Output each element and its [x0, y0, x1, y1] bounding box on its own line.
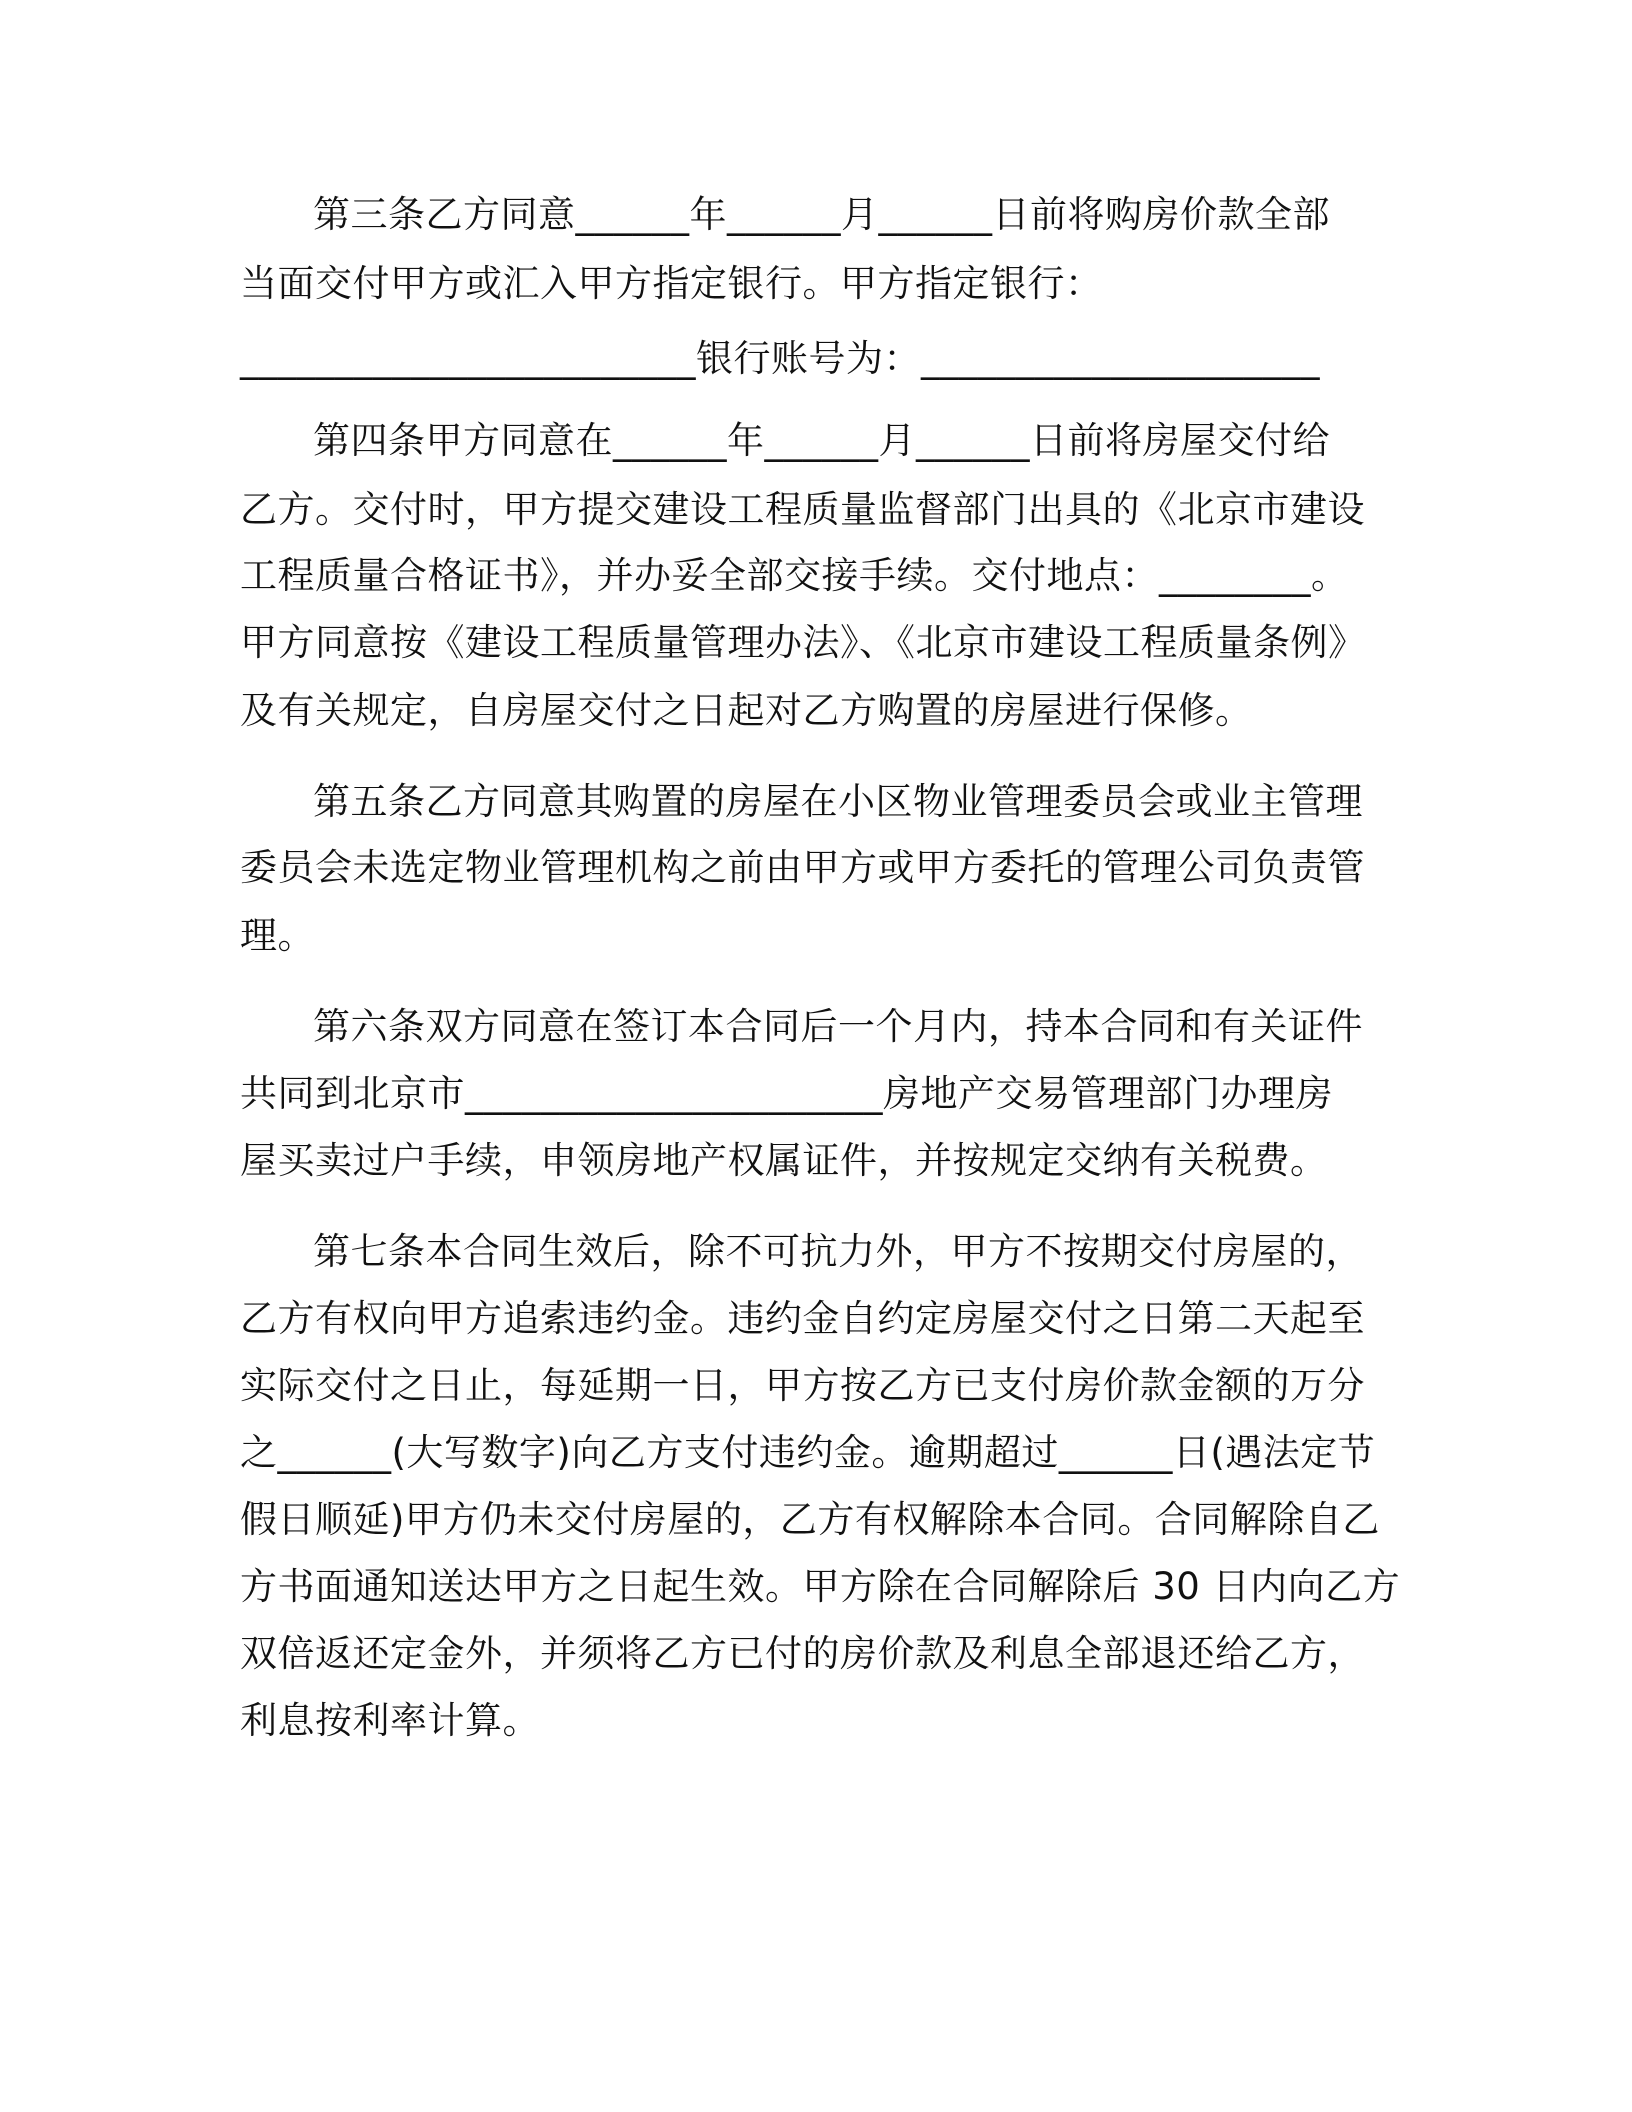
article-3-line-2: 当面交付甲方或汇入甲方指定银行。甲方指定银行：: [240, 262, 1103, 305]
article-4-line-4: 甲方同意按《建设工程质量管理办法》、《北京市建设工程质量条例》: [240, 621, 1366, 664]
article-3-line-3: ________________________银行账号为：_____________________: [240, 337, 1320, 380]
article-7-line-6: 方书面通知送达甲方之日起生效。甲方除在合同解除后 30 日内向乙方: [240, 1565, 1401, 1608]
article-6-line-1: 第六条双方同意在签订本合同后一个月内，持本合同和有关证件: [313, 1005, 1363, 1048]
article-5-line-2: 委员会未选定物业管理机构之前由甲方或甲方委托的管理公司负责管: [240, 846, 1365, 889]
article-7-line-4: 之______(大写数字)向乙方支付违约金。逾期超过______日(遇法定节: [240, 1431, 1376, 1474]
article-4-line-3: 工程质量合格证书》，并办妥全部交接手续。交付地点：________。: [240, 554, 1349, 597]
article-7-line-8: 利息按利率计算。: [240, 1699, 540, 1742]
article-6-line-3: 屋买卖过户手续，申领房地产权属证件，并按规定交纳有关税费。: [240, 1139, 1328, 1182]
article-3-line-1: 第三条乙方同意______年______月______日前将购房价款全部: [313, 193, 1330, 236]
article-5-line-1: 第五条乙方同意其购置的房屋在小区物业管理委员会或业主管理: [313, 780, 1363, 823]
article-7-line-7: 双倍返还定金外，并须将乙方已付的房价款及利息全部退还给乙方，: [240, 1632, 1365, 1675]
article-7-line-3: 实际交付之日止，每延期一日，甲方按乙方已支付房价款金额的万分: [240, 1364, 1365, 1407]
article-4-line-1: 第四条甲方同意在______年______月______日前将房屋交付给: [313, 419, 1330, 462]
article-4-line-5: 及有关规定，自房屋交付之日起对乙方购置的房屋进行保修。: [240, 689, 1253, 732]
article-7-line-2: 乙方有权向甲方追索违约金。违约金自约定房屋交付之日第二天起至: [240, 1297, 1365, 1340]
article-7-line-5: 假日顺延)甲方仍未交付房屋的，乙方有权解除本合同。合同解除自乙: [240, 1498, 1380, 1541]
article-6-line-2: 共同到北京市______________________房地产交易管理部门办理房: [240, 1072, 1333, 1115]
article-4-line-2: 乙方。交付时，甲方提交建设工程质量监督部门出具的《北京市建设: [240, 488, 1365, 531]
article-5-line-3: 理。: [240, 914, 315, 957]
article-7-line-1: 第七条本合同生效后，除不可抗力外，甲方不按期交付房屋的，: [313, 1230, 1363, 1273]
